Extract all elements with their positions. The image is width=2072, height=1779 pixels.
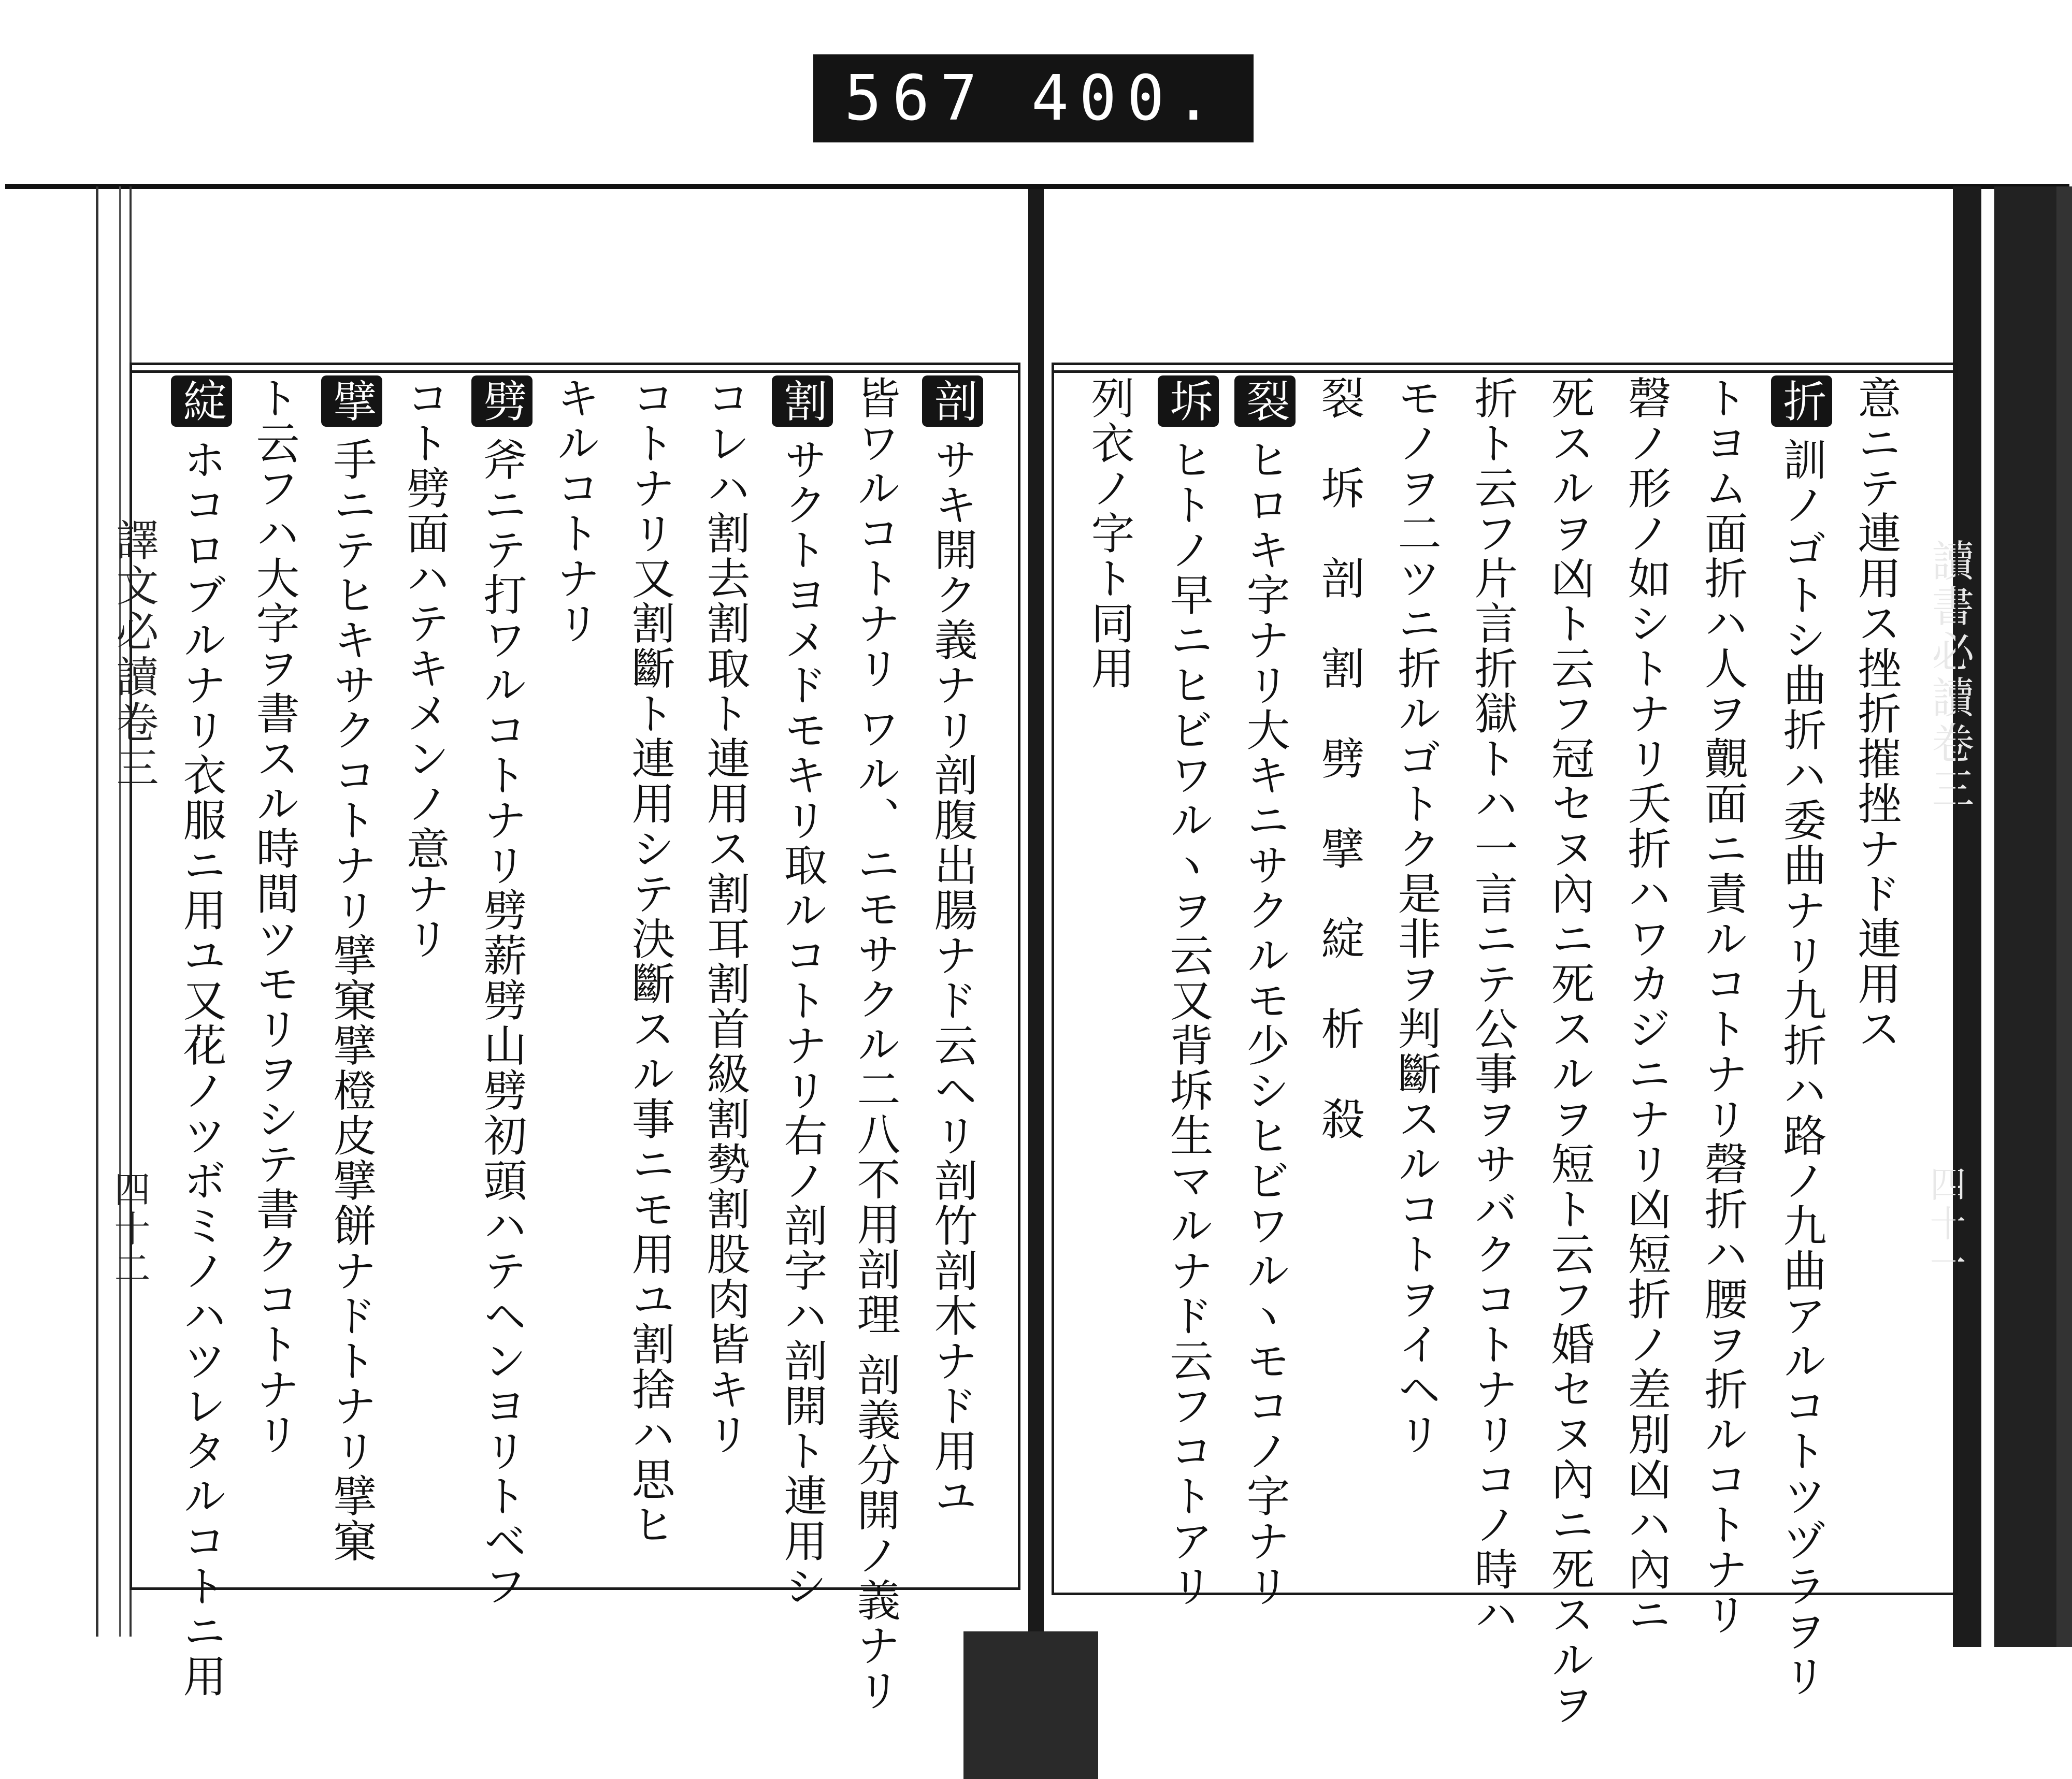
text-column (171, 375, 232, 1699)
headword-badge: 剖 (922, 375, 983, 427)
text-column (1464, 375, 1521, 1637)
headword-badge: 劈 (471, 375, 533, 427)
column-text: 皆ワルコトナリ ワル、ニモサクル二八不用剖理 剖義分開ノ義ナリ (850, 375, 901, 1713)
right-page (1052, 363, 1958, 1727)
column-text: コレハ割去割取ト連用ス割耳割首級割勢割股肉皆キリ (700, 375, 751, 1457)
text-column (1541, 375, 1598, 1727)
headword-badge: 折 (1771, 375, 1832, 427)
archive-label (813, 54, 1254, 142)
column-text: キルコトナリ (550, 375, 600, 646)
left-page (130, 363, 1020, 1713)
column-text: ヒトノ早ニヒビワルヽヲ云又背坼生マルナド云フコトアリ (1163, 437, 1214, 1609)
column-text: 折ト云フ片言折獄トハ一言ニテ公事ヲサバクコトナリコノ時ハ (1467, 375, 1518, 1637)
column-text: コトナリ又割斷ト連用シテ決斷スル事ニモ用ユ割捨ハ思ヒ (625, 375, 675, 1547)
spine-bottom-shadow (963, 1631, 1098, 1779)
left-margin-title: 譯文必讀卷三 (109, 518, 159, 791)
column-text: 意ニテ連用ス挫折摧挫ナド連用ス (1851, 375, 1902, 1051)
book-spine (1028, 189, 1044, 1779)
text-column (1081, 375, 1138, 691)
column-text: 死スルヲ凶ト云フ冠セヌ內ニ死スルヲ短ト云フ婚セヌ內ニ死スルヲ (1544, 375, 1595, 1727)
text-column (697, 375, 754, 1457)
text-column (396, 375, 453, 961)
column-text: ヒロキ字ナリ大キニサクルモ少シヒビワルヽモコノ字ナリ (1240, 437, 1290, 1609)
column-text: 手ニテヒキサクコトナリ擘窠擘橙皮擘餅ナドトナリ擘窠 (326, 437, 377, 1564)
archive-label-left: 567 (844, 62, 988, 135)
column-text: ホコロブルナリ衣服ニ用ユ又花ノツボミノハツレタルコトニ用 (176, 437, 227, 1699)
column-text: サキ開ク義ナリ剖腹出腸ナド云ヘリ剖竹剖木ナド用ユ (927, 437, 978, 1518)
text-column (1771, 375, 1832, 1699)
text-column (1694, 375, 1751, 1637)
text-column (772, 375, 833, 1609)
column-text: ト云フハ大字ヲ書スル時間ツモリヲシテ書クコトナリ (249, 375, 300, 1457)
headword-badge: 綻 (171, 375, 232, 427)
text-column (922, 375, 983, 1518)
text-column (1848, 375, 1905, 1051)
left-page-edge-inner (114, 186, 132, 1637)
right-margin-folio: 四十一 (1924, 1165, 1966, 1283)
headword-badge: 裂 (1234, 375, 1296, 427)
text-column (1388, 375, 1445, 1457)
text-column (1234, 375, 1296, 1609)
column-text: 磬ノ形ノ如シトナリ夭折ハワカジニナリ凶短折ノ差別凶ハ內ニ (1621, 375, 1672, 1637)
text-column (1311, 375, 1368, 1141)
text-column (471, 375, 533, 1609)
text-column (546, 375, 603, 646)
archive-label-right: 400. (1031, 62, 1222, 135)
text-column (246, 375, 303, 1457)
text-column (847, 375, 904, 1713)
column-text: トヨム面折ハ人ヲ覿面ニ責ルコトナリ磬折ハ腰ヲ折ルコトナリ (1697, 375, 1748, 1637)
right-page-edge (1953, 186, 2072, 1647)
column-text: 列衣ノ字ト同用 (1084, 375, 1135, 691)
text-column (1158, 375, 1219, 1609)
headword-badge: 割 (772, 375, 833, 427)
text-column (622, 375, 679, 1547)
headword-badge: 坼 (1158, 375, 1219, 427)
column-text: コト劈面ハテキメンノ意ナリ (399, 375, 450, 961)
column-text: 斧ニテ打ワルコトナリ劈薪劈山劈初頭ハテヘンヨリトベフ (477, 437, 527, 1609)
column-text: 訓ノゴトシ曲折ハ委曲ナリ九折ハ路ノ九曲アルコトツヅラヲリ (1776, 437, 1827, 1699)
book-top-edge (5, 184, 2069, 189)
column-text: モノヲ二ツニ折ルゴトク是非ヲ判斷スルコトヲイヘリ (1391, 375, 1442, 1457)
right-margin-title: 讀書必讀卷三 (1925, 539, 1974, 812)
left-margin-folio: 四十二 (108, 1170, 151, 1289)
headword-badge: 擘 (321, 375, 382, 427)
column-text: 裂 坼 剖 割 劈 擘 綻 析 殺 (1314, 375, 1365, 1141)
column-text: サクトヨメドモキリ取ルコトナリ右ノ剖字ハ剖開ト連用シ (777, 437, 828, 1609)
text-column (1618, 375, 1675, 1637)
text-column (321, 375, 382, 1564)
